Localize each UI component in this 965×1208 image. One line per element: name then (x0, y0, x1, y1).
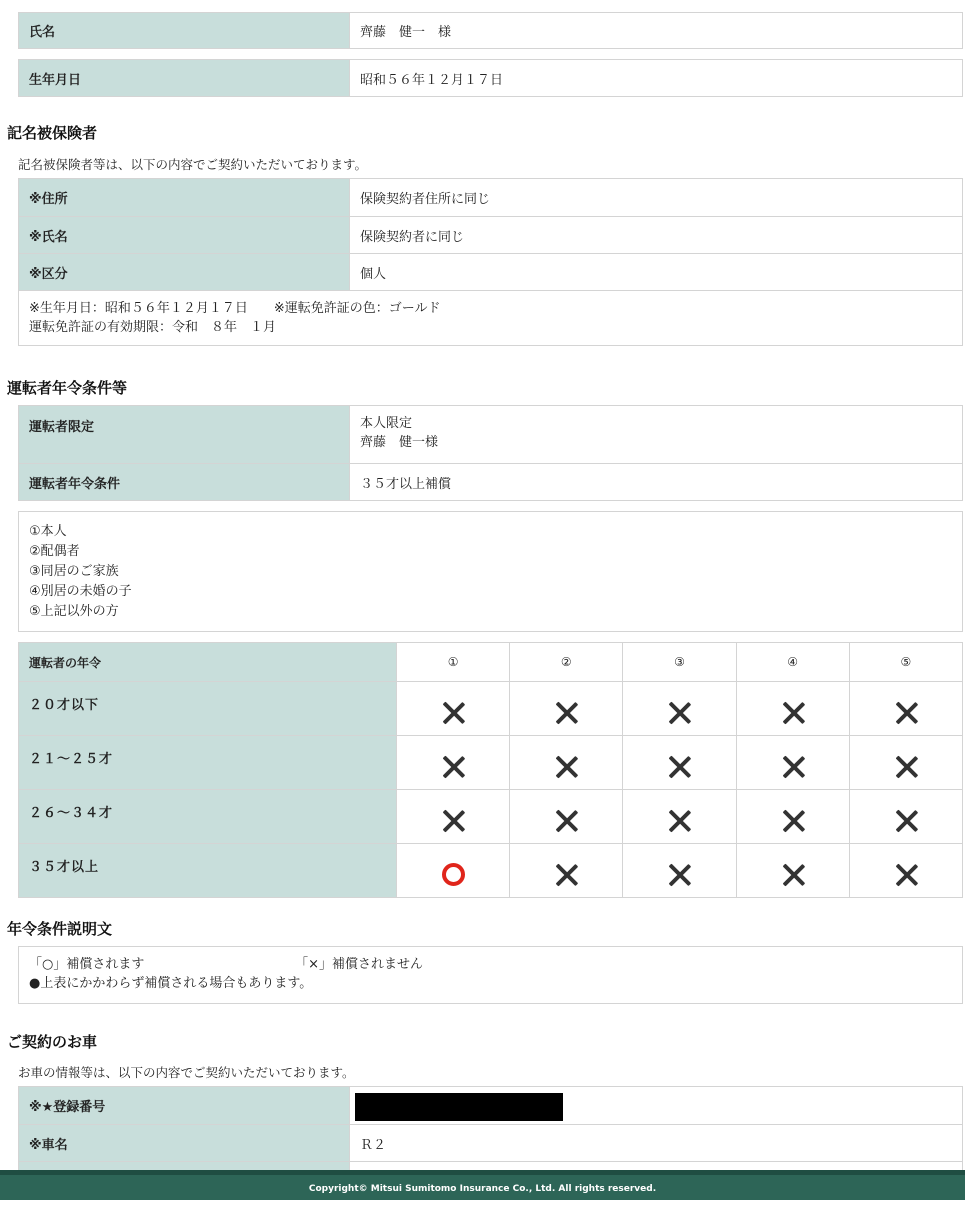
not-covered-x-icon (440, 754, 466, 780)
insured-note (19, 291, 451, 345)
car-table (18, 1086, 963, 1176)
driver-limit-label: 運転者限定 (19, 406, 350, 463)
not-covered-x-icon (893, 754, 919, 780)
not-covered-x-icon (666, 808, 692, 834)
contractor-birth-table (18, 59, 963, 97)
not-covered-x-icon (553, 808, 579, 834)
insured-note-line2: 運転免許証の有効期限：令和 ８年 １月 (29, 320, 277, 335)
age-cell (736, 682, 849, 736)
name-label: 氏名 (19, 13, 350, 48)
not-covered-x-icon (666, 700, 692, 726)
explanation-note: ●上表にかかわらず補償される場合もあります。 (29, 976, 313, 991)
not-covered-x-icon (440, 808, 466, 834)
explanation-box (18, 946, 963, 1004)
age-table-col-4: ④ (736, 643, 849, 682)
car-intro: お車の情報等は、以下の内容でご契約いただいております。 (18, 1065, 355, 1080)
car-reg-value (350, 1087, 962, 1124)
not-covered-x-icon (780, 808, 806, 834)
insured-table (18, 178, 963, 346)
legend-item: ④別居の未婚の子 (29, 584, 132, 599)
age-table-col-5: ⑤ (849, 643, 962, 682)
footer (0, 1170, 965, 1200)
driver-heading: 運転者年令条件等 (7, 379, 128, 397)
age-row-label: ２０才以下 (19, 682, 397, 736)
not-covered-x-icon (780, 754, 806, 780)
age-cell (510, 790, 623, 844)
age-table-row (19, 790, 963, 844)
driver-table (18, 405, 963, 501)
age-row-label: ２６～３４才 (19, 790, 397, 844)
insured-type-value: 個人 (360, 266, 387, 282)
explanation-not-covered: 「×」補償されません (295, 957, 424, 972)
age-cell (849, 682, 962, 736)
age-row-label: ３５才以上 (19, 844, 397, 898)
age-cell (849, 844, 962, 898)
age-cell (736, 790, 849, 844)
not-covered-x-icon (666, 862, 692, 888)
driver-limit-value-2: 齊藤 健一様 (360, 435, 439, 450)
not-covered-x-icon (553, 754, 579, 780)
explanation-heading: 年令条件説明文 (7, 920, 113, 938)
insured-name-value: 保険契約者に同じ (360, 229, 465, 245)
insured-intro: 記名被保険者等は、以下の内容でご契約いただいております。 (18, 157, 368, 172)
driver-legend-box (18, 511, 963, 632)
not-covered-x-icon (440, 700, 466, 726)
driver-age-value: ３５才以上補償 (360, 476, 452, 492)
age-table-col-2: ② (510, 643, 623, 682)
car-name-value: Ｒ２ (360, 1137, 387, 1153)
legend-item: ⑤上記以外の方 (29, 604, 119, 619)
age-cell (623, 844, 736, 898)
age-table-row (19, 736, 963, 790)
age-table-row (19, 844, 963, 898)
age-cell (849, 790, 962, 844)
age-cell (623, 790, 736, 844)
age-cell (623, 682, 736, 736)
age-cell (736, 736, 849, 790)
age-cell (510, 682, 623, 736)
redacted-block (355, 1093, 563, 1121)
not-covered-x-icon (553, 862, 579, 888)
not-covered-x-icon (553, 700, 579, 726)
age-cell (397, 682, 510, 736)
contractor-name-table (18, 12, 963, 49)
driver-limit-value (350, 406, 962, 463)
legend-item: ①本人 (29, 524, 67, 539)
footer-stripe (0, 1170, 965, 1175)
age-table-col-3: ③ (623, 643, 736, 682)
name-value: 齊藤 健一 様 (360, 25, 452, 40)
legend-item: ③同居のご家族 (29, 564, 119, 579)
insured-name-label: ※氏名 (19, 217, 350, 253)
not-covered-x-icon (780, 700, 806, 726)
driver-age-label: 運転者年令条件 (19, 464, 350, 500)
age-cell (736, 844, 849, 898)
age-cell (510, 736, 623, 790)
age-cell (397, 844, 510, 898)
car-name-label: ※車名 (19, 1125, 350, 1161)
legend-item: ②配偶者 (29, 544, 80, 559)
not-covered-x-icon (893, 808, 919, 834)
not-covered-x-icon (666, 754, 692, 780)
not-covered-x-icon (893, 862, 919, 888)
insured-type-label: ※区分 (19, 254, 350, 290)
age-row-label: ２１～２５才 (19, 736, 397, 790)
age-table-row (19, 682, 963, 736)
age-condition-table (18, 642, 963, 898)
driver-limit-value-1: 本人限定 (360, 416, 413, 431)
covered-circle-icon (442, 863, 465, 886)
age-table-col-1: ① (397, 643, 510, 682)
car-reg-label: ※★登録番号 (19, 1087, 350, 1124)
age-cell (623, 736, 736, 790)
age-cell (397, 790, 510, 844)
insured-note-line1: ※生年月日：昭和５６年１２月１７日 ※運転免許証の色：ゴールド (29, 301, 441, 316)
car-heading: ご契約のお車 (7, 1033, 98, 1051)
birth-label: 生年月日 (19, 60, 350, 96)
birth-value: 昭和５６年１２月１７日 (360, 72, 504, 88)
explanation-covered: 「○」補償されます (29, 957, 145, 972)
age-table-header-label: 運転者の年令 (19, 643, 397, 682)
insured-address-label: ※住所 (19, 179, 350, 216)
insured-heading: 記名被保険者 (7, 124, 98, 142)
age-cell (397, 736, 510, 790)
insured-address-value: 保険契約者住所に同じ (360, 192, 491, 207)
age-cell (510, 844, 623, 898)
not-covered-x-icon (780, 862, 806, 888)
age-cell (849, 736, 962, 790)
not-covered-x-icon (893, 700, 919, 726)
footer-copyright: Copyright© Mitsui Sumitomo Insurance Co., Ltd. All rights reserved. (308, 1184, 657, 1194)
